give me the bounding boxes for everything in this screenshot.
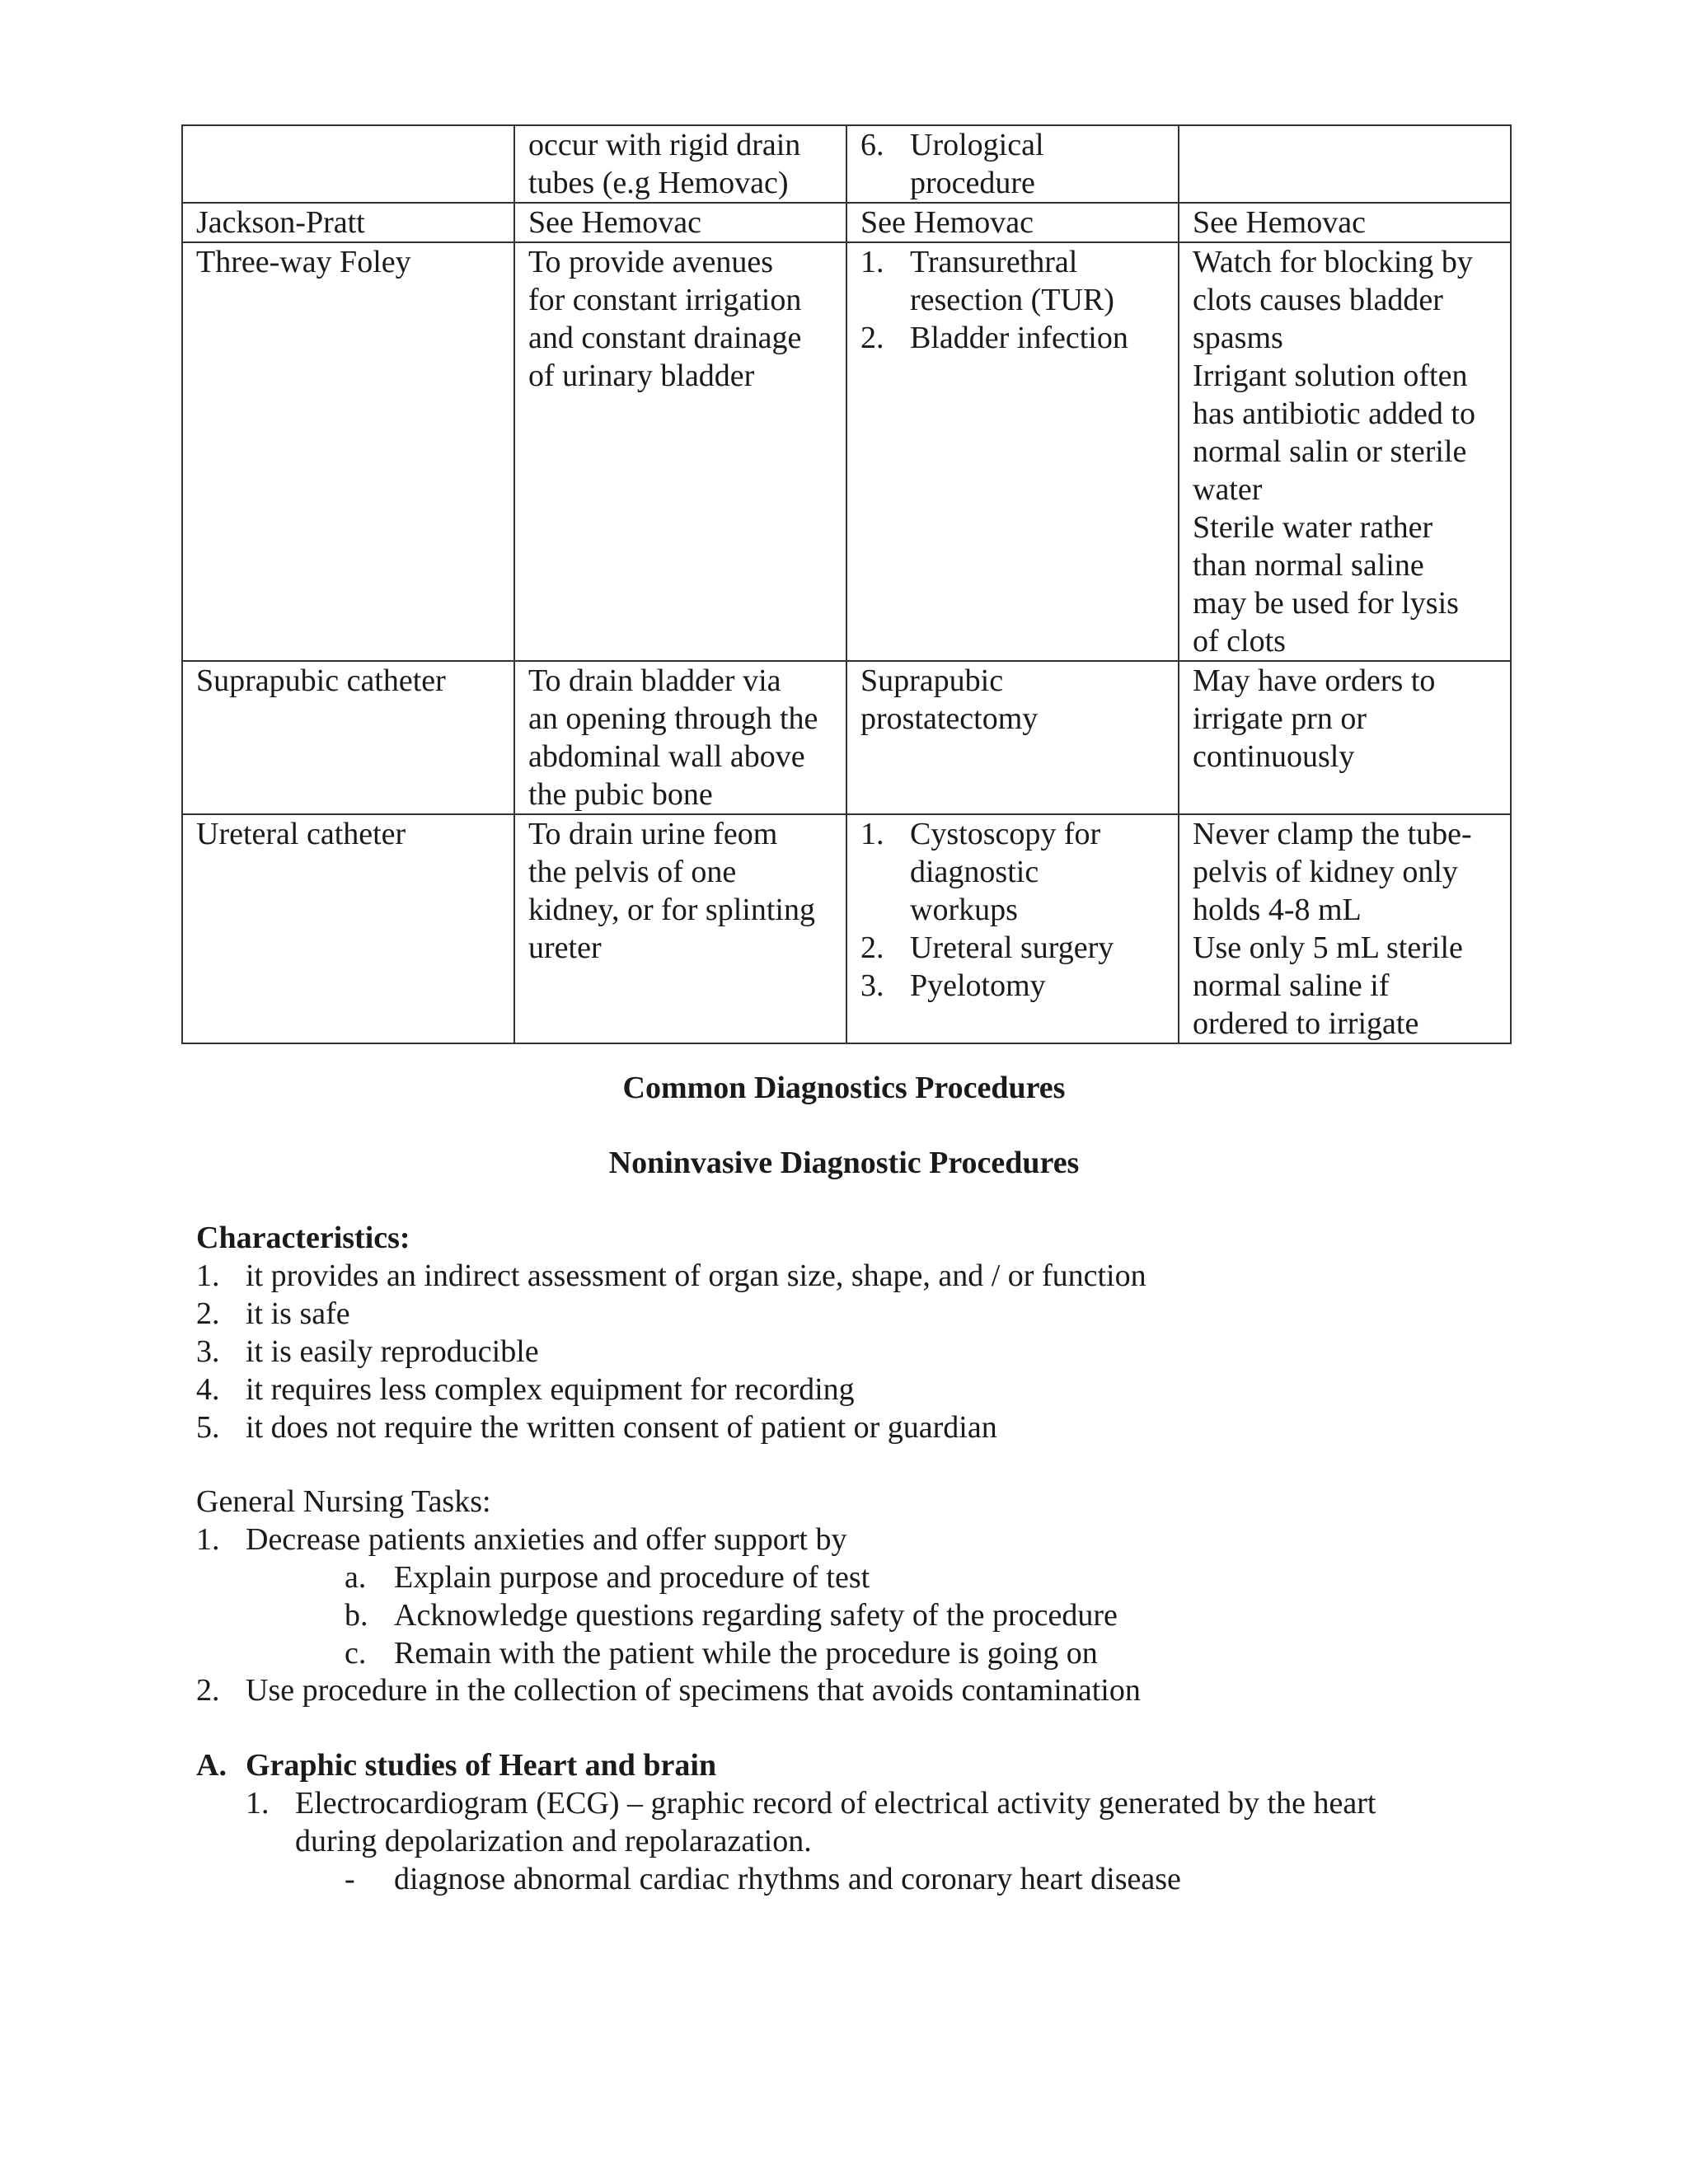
cell-text-line: resection (TUR) (910, 283, 1114, 317)
table-cell (182, 814, 514, 1043)
table-cell (514, 203, 846, 242)
cell-text-line: holds 4-8 mL (1193, 893, 1362, 927)
cell-text-line: Use only 5 mL sterile (1193, 930, 1463, 965)
cell-list-item (860, 243, 1166, 319)
ecg-line-1: Electrocardiogram (ECG) – graphic record of electrical activity generated by the heart (295, 1786, 1376, 1821)
table-cell (1179, 125, 1511, 203)
cell-text-line: tubes (e.g Hemovac) (528, 166, 789, 200)
cell-text-line: Pyelotomy (910, 968, 1046, 1003)
cell-text-line: See Hemovac (528, 205, 701, 240)
list-number: 2. (860, 321, 884, 355)
section-a-title: Graphic studies of Heart and brain (246, 1748, 717, 1783)
characteristic-text: it is safe (246, 1296, 350, 1331)
table-row (182, 242, 1511, 661)
list-letter: b. (345, 1598, 368, 1633)
table-cell (1179, 661, 1511, 814)
cell-text-line: the pubic bone (528, 777, 713, 812)
cell-text-line: has antibiotic added to (1193, 396, 1475, 431)
ecg-line-2: during depolarization and repolarazation. (295, 1824, 812, 1858)
cell-text-line: abdominal wall above (528, 739, 805, 774)
bullet-text: diagnose abnormal cardiac rhythms and coronary heart disease (394, 1862, 1181, 1896)
table-row (182, 814, 1511, 1043)
list-number: 2. (196, 1296, 220, 1331)
cell-text-line: workups (910, 893, 1018, 927)
table-cell (514, 125, 846, 203)
cell-text-line: and constant drainage (528, 321, 802, 355)
drain-types-table (181, 124, 1512, 1044)
cell-text-line: normal saline if (1193, 968, 1390, 1003)
cell-text-line: kidney, or for splinting (528, 893, 815, 927)
cell-text-line: an opening through the (528, 701, 818, 736)
nursing-subitem-text: Acknowledge questions regarding safety of the procedure (394, 1598, 1118, 1633)
nursing-item-2-text: Use procedure in the collection of specimens that avoids contamination (246, 1673, 1141, 1708)
list-letter: c. (345, 1636, 367, 1671)
cell-text-line: Ureteral surgery (910, 930, 1114, 965)
cell-text-line: procedure (910, 166, 1035, 200)
list-number: 1. (196, 1258, 220, 1293)
cell-list-item (860, 126, 1166, 202)
table-row (182, 661, 1511, 814)
table-cell (846, 661, 1179, 814)
cell-list-item (860, 319, 1166, 357)
list-letter: a. (345, 1560, 367, 1595)
cell-text-line: Suprapubic catheter (196, 663, 446, 698)
cell-text-line: To provide avenues (528, 245, 774, 279)
cell-text-line: prostatectomy (860, 701, 1039, 736)
cell-text-line: May have orders to (1193, 663, 1436, 698)
list-number: 3. (196, 1334, 220, 1369)
cell-text-line: Sterile water rather (1193, 510, 1433, 545)
table-cell (846, 242, 1179, 661)
table-cell (182, 203, 514, 242)
cell-text-line: the pelvis of one (528, 855, 737, 889)
cell-text-line: Bladder infection (910, 321, 1128, 355)
list-number: 5. (196, 1410, 220, 1445)
cell-numbered-list (860, 126, 1166, 202)
cell-text-line: of urinary bladder (528, 359, 755, 393)
cell-text-line: pelvis of kidney only (1193, 855, 1458, 889)
cell-text-line: may be used for lysis (1193, 586, 1459, 621)
characteristics-label: Characteristics: (196, 1221, 410, 1255)
cell-text-line: clots causes bladder (1193, 283, 1443, 317)
cell-text-line: Never clamp the tube- (1193, 817, 1472, 851)
cell-text-line: Watch for blocking by (1193, 245, 1473, 279)
cell-text-line: occur with rigid drain (528, 128, 801, 162)
list-number: 1. (860, 817, 884, 851)
table-cell (182, 125, 514, 203)
cell-list-item (860, 929, 1166, 967)
cell-text-line: See Hemovac (1193, 205, 1366, 240)
table-row (182, 203, 1511, 242)
list-number: 2. (196, 1673, 220, 1708)
cell-numbered-list (860, 243, 1166, 357)
characteristic-text: it does not require the written consent of patient or guardian (246, 1410, 997, 1445)
table-cell (182, 661, 514, 814)
table-cell (1179, 814, 1511, 1043)
cell-list-item (860, 815, 1166, 929)
cell-text-line: of clots (1193, 624, 1286, 658)
cell-text-line: Ureteral catheter (196, 817, 406, 851)
cell-text-line: Jackson-Pratt (196, 205, 365, 240)
cell-text-line: Cystoscopy for (910, 817, 1101, 851)
cell-text-line: ureter (528, 930, 602, 965)
list-number: 1. (860, 245, 884, 279)
bullet-dash: - (345, 1862, 355, 1896)
table-cell (514, 661, 846, 814)
cell-text-line: diagnostic (910, 855, 1039, 889)
characteristic-text: it requires less complex equipment for recording (246, 1372, 855, 1407)
nursing-tasks-label: General Nursing Tasks: (196, 1484, 491, 1519)
cell-text-line: To drain urine feom (528, 817, 778, 851)
list-number: 4. (196, 1372, 220, 1407)
list-number: 1. (246, 1786, 270, 1821)
table-cell (514, 814, 846, 1043)
nursing-item-1-text: Decrease patients anxieties and offer support by (246, 1522, 847, 1557)
cell-text-line: irrigate prn or (1193, 701, 1367, 736)
list-number: 1. (196, 1522, 220, 1557)
cell-text-line: continuously (1193, 739, 1355, 774)
cell-text-line: To drain bladder via (528, 663, 781, 698)
nursing-subitem-text: Remain with the patient while the procedure is going on (394, 1636, 1098, 1671)
cell-text-line: than normal saline (1193, 548, 1424, 583)
list-number: 3. (860, 968, 884, 1003)
cell-text-line: normal salin or sterile (1193, 434, 1467, 469)
table-cell (846, 203, 1179, 242)
cell-text-line: Suprapubic (860, 663, 1004, 698)
table-cell (846, 125, 1179, 203)
characteristic-text: it provides an indirect assessment of organ size, shape, and / or function (246, 1258, 1146, 1293)
cell-text-line: See Hemovac (860, 205, 1034, 240)
table-cell (1179, 242, 1511, 661)
cell-text-line: Transurethral (910, 245, 1078, 279)
cell-text-line: water (1193, 472, 1263, 507)
section-letter: A. (196, 1748, 227, 1783)
cell-text-line: ordered to irrigate (1193, 1006, 1419, 1041)
list-number: 6. (860, 128, 884, 162)
table-body (182, 125, 1511, 1043)
table-cell (1179, 203, 1511, 242)
nursing-subitem-text: Explain purpose and procedure of test (394, 1560, 870, 1595)
characteristic-text: it is easily reproducible (246, 1334, 539, 1369)
cell-list-item (860, 967, 1166, 1005)
cell-text-line: Three-way Foley (196, 245, 411, 279)
cell-text-line: Urological (910, 128, 1044, 162)
cell-text-line: for constant irrigation (528, 283, 802, 317)
table-row (182, 125, 1511, 203)
heading-noninvasive: Noninvasive Diagnostic Procedures (608, 1146, 1080, 1180)
table-cell (846, 814, 1179, 1043)
list-number: 2. (860, 930, 884, 965)
table-cell (182, 242, 514, 661)
heading-common-diagnostics: Common Diagnostics Procedures (622, 1071, 1066, 1105)
table-cell (514, 242, 846, 661)
cell-text-line: Irrigant solution often (1193, 359, 1468, 393)
cell-text-line: spasms (1193, 321, 1283, 355)
cell-numbered-list (860, 815, 1166, 1005)
